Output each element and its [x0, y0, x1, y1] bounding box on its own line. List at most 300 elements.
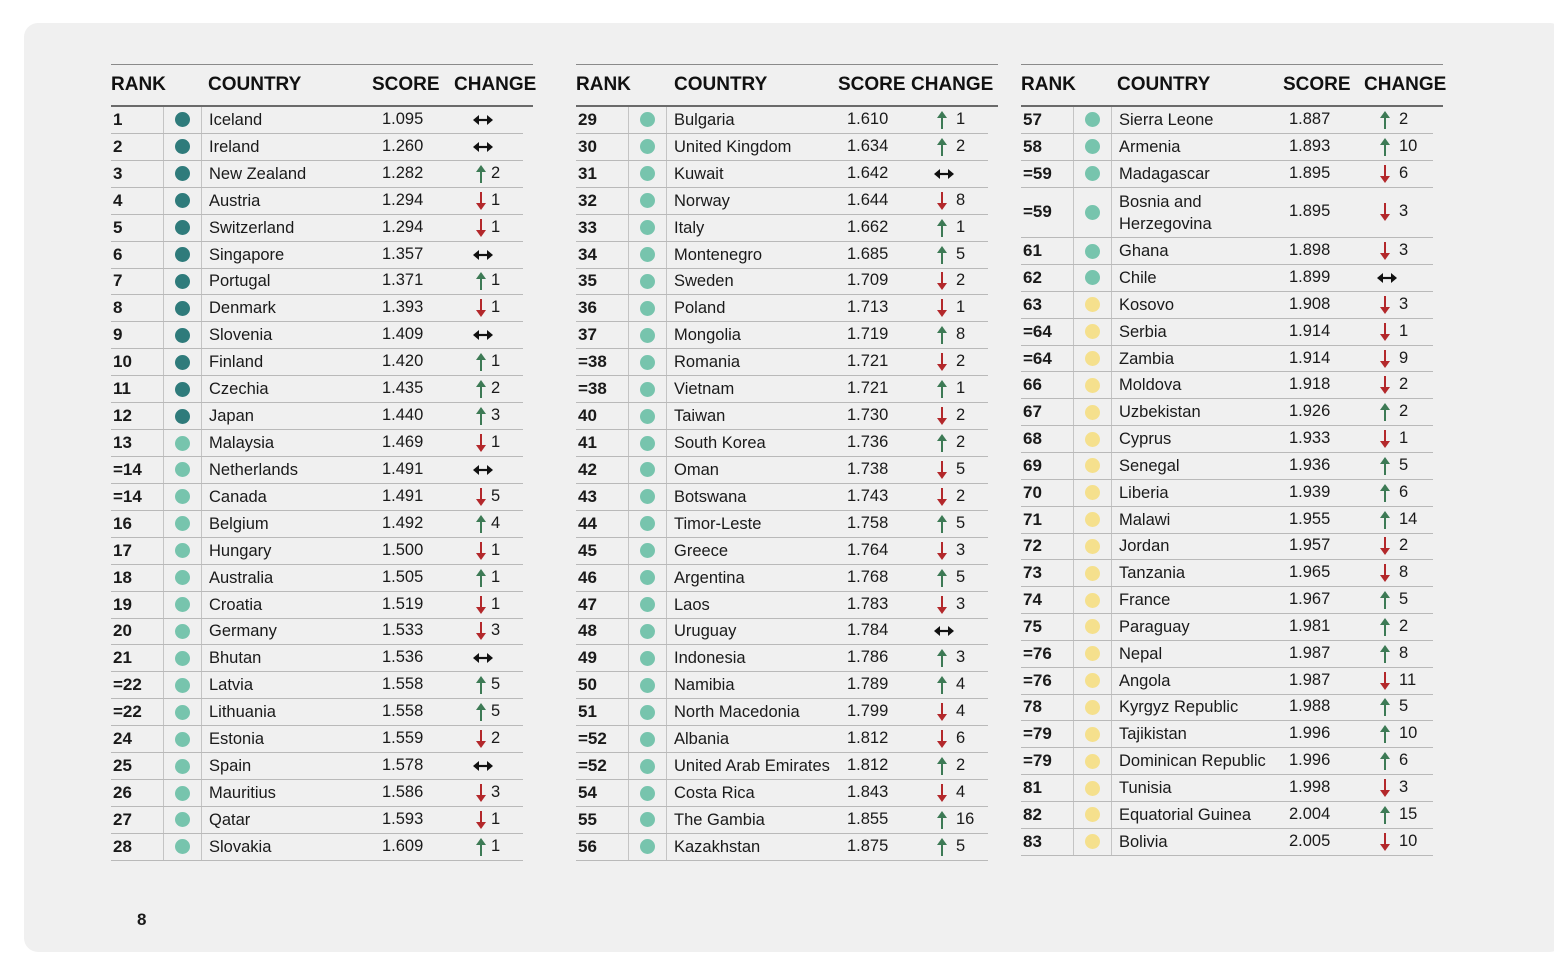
arrow-down-icon [475, 298, 491, 318]
table-row [576, 242, 988, 269]
country-cell: Bolivia [1119, 832, 1168, 851]
arrow-down-icon [1379, 322, 1395, 342]
score-cell: 1.721 [847, 352, 889, 371]
rank-cell: 36 [578, 298, 597, 318]
score-level-dot [1085, 270, 1100, 285]
country-cell: Armenia [1119, 137, 1181, 156]
rank-cell: 63 [1023, 294, 1042, 314]
country-cell: Canada [209, 487, 267, 506]
country-cell: Bhutan [209, 649, 262, 668]
score-cell: 1.610 [847, 109, 889, 128]
column-header-rank: RANK [576, 74, 631, 95]
change-cell: 6 [1399, 751, 1409, 770]
change-cell: 5 [491, 675, 501, 694]
country-cell: Qatar [209, 810, 251, 829]
score-cell: 1.914 [1289, 321, 1331, 340]
rank-cell: 4 [113, 190, 123, 210]
column-header-score: SCORE [838, 74, 906, 95]
arrow-down-icon [1379, 832, 1395, 852]
country-cell: Japan [209, 407, 254, 426]
change-cell: 5 [956, 567, 966, 586]
change-cell: 1 [956, 109, 966, 128]
score-cell: 1.987 [1289, 670, 1331, 689]
table-row [111, 672, 523, 699]
country-cell: France [1119, 591, 1171, 610]
change-cell: 2 [956, 406, 966, 425]
score-level-dot [175, 543, 190, 558]
table-row [111, 645, 523, 672]
arrow-down-icon [475, 541, 491, 561]
score-cell: 2.005 [1289, 831, 1331, 850]
change-cell: 8 [956, 325, 966, 344]
country-cell: New Zealand [209, 164, 307, 183]
change-cell: 3 [956, 648, 966, 667]
table-row [576, 699, 988, 726]
score-cell: 1.260 [382, 136, 424, 155]
arrow-up-icon [1379, 751, 1395, 771]
change-cell: 6 [956, 729, 966, 748]
country-cell: Uzbekistan [1119, 403, 1201, 422]
country-cell: Timor-Leste [674, 514, 762, 533]
arrow-both-icon [473, 464, 489, 476]
arrow-up-icon [936, 218, 952, 238]
country-cell: Laos [674, 595, 710, 614]
arrow-up-icon [936, 325, 952, 345]
table-row [576, 269, 988, 296]
change-cell: 5 [956, 513, 966, 532]
table-row [111, 457, 523, 484]
change-cell: 5 [956, 459, 966, 478]
country-cell: Norway [674, 191, 730, 210]
country-cell: Madagascar [1119, 164, 1210, 183]
table-row [1021, 668, 1433, 695]
score-cell: 1.981 [1289, 616, 1331, 635]
table-row [111, 188, 523, 215]
arrow-down-icon [475, 783, 491, 803]
country-cell: Paraguay [1119, 617, 1190, 636]
score-level-dot [1085, 754, 1100, 769]
rank-cell: 42 [578, 459, 597, 479]
country-cell: Poland [674, 299, 726, 318]
score-level-dot [640, 382, 655, 397]
change-cell: 3 [956, 540, 966, 559]
rank-cell: 8 [113, 298, 123, 318]
score-cell: 1.593 [382, 809, 424, 828]
score-level-dot [1085, 700, 1100, 715]
arrow-up-icon [936, 837, 952, 857]
rank-cell: 58 [1023, 136, 1042, 156]
country-cell: Italy [674, 218, 705, 237]
rank-cell: =38 [578, 352, 607, 372]
change-cell: 2 [956, 486, 966, 505]
country-cell: Belgium [209, 514, 269, 533]
arrow-down-icon [1379, 536, 1395, 556]
rank-cell: =76 [1023, 643, 1052, 663]
change-cell: 2 [956, 756, 966, 775]
rank-cell: 31 [578, 163, 597, 183]
change-cell: 2 [491, 379, 501, 398]
rank-cell: 51 [578, 702, 597, 722]
arrow-up-icon [475, 271, 491, 291]
score-cell: 1.736 [847, 433, 889, 452]
table-row [1021, 480, 1433, 507]
score-cell: 1.492 [382, 513, 424, 532]
arrow-up-icon [475, 352, 491, 372]
change-cell: 9 [1399, 348, 1409, 367]
score-level-dot [1085, 727, 1100, 742]
table-row [111, 376, 523, 403]
rank-cell: 66 [1023, 375, 1042, 395]
score-cell: 1.409 [382, 325, 424, 344]
table-row [576, 349, 988, 376]
change-cell: 10 [1399, 831, 1418, 850]
score-cell: 1.519 [382, 594, 424, 613]
rank-cell: 16 [113, 513, 132, 533]
score-level-dot [175, 839, 190, 854]
arrow-up-icon [1379, 483, 1395, 503]
score-level-dot [175, 705, 190, 720]
rank-cell: 17 [113, 540, 132, 560]
change-cell: 1 [491, 567, 501, 586]
rank-cell: 6 [113, 244, 123, 264]
table-row [111, 484, 523, 511]
rank-cell: 67 [1023, 402, 1042, 422]
change-cell: 2 [956, 271, 966, 290]
score-cell: 1.709 [847, 271, 889, 290]
score-level-dot [1085, 619, 1100, 634]
rank-cell: 54 [578, 783, 597, 802]
rank-cell: 48 [578, 621, 597, 641]
country-cell: The Gambia [674, 810, 765, 829]
score-level-dot [640, 489, 655, 504]
rank-cell: 20 [113, 621, 132, 641]
score-level-dot [1085, 205, 1100, 220]
score-cell: 1.558 [382, 675, 424, 694]
score-cell: 1.536 [382, 648, 424, 667]
score-level-dot [640, 705, 655, 720]
score-level-dot [640, 624, 655, 639]
ranking-table-3 [1021, 64, 1447, 856]
score-level-dot [175, 732, 190, 747]
table-row [1021, 641, 1433, 668]
table-row [576, 834, 988, 861]
rank-cell: 27 [113, 809, 132, 829]
country-cell: Angola [1119, 671, 1171, 690]
table-row [576, 295, 988, 322]
arrow-down-icon [936, 595, 952, 615]
country-cell: Equatorial Guinea [1119, 805, 1252, 824]
table-row [576, 753, 988, 780]
change-cell: 3 [1399, 202, 1409, 221]
rank-cell: =38 [578, 379, 607, 399]
arrow-up-icon [475, 675, 491, 695]
change-cell: 1 [491, 433, 501, 452]
score-level-dot [640, 543, 655, 558]
change-cell: 16 [956, 809, 975, 828]
country-cell: Moldova [1119, 376, 1182, 395]
score-cell: 1.500 [382, 540, 424, 559]
score-level-dot [1085, 485, 1100, 500]
change-cell: 2 [491, 729, 501, 748]
change-cell: 1 [491, 809, 501, 828]
score-cell: 1.634 [847, 136, 889, 155]
score-level-dot [640, 301, 655, 316]
country-cell: Greece [674, 541, 729, 560]
arrow-up-icon [1379, 402, 1395, 422]
score-cell: 1.786 [847, 648, 889, 667]
table-row [576, 619, 988, 646]
change-cell: 1 [491, 190, 501, 209]
table-row [111, 215, 523, 242]
score-level-dot [175, 462, 190, 477]
table-header [111, 64, 537, 107]
change-cell: 4 [491, 513, 501, 532]
table-row [111, 295, 523, 322]
table-row [111, 807, 523, 834]
rank-cell: =76 [1023, 670, 1052, 690]
table-row [111, 726, 523, 753]
score-cell: 1.578 [382, 756, 424, 775]
score-level-dot [640, 678, 655, 693]
country-cell: Kyrgyz Republic [1119, 698, 1239, 717]
table-row [576, 188, 988, 215]
country-cell: Finland [209, 353, 264, 372]
rank-cell: =59 [1023, 163, 1052, 183]
arrow-up-icon [1379, 724, 1395, 744]
table-row [1021, 188, 1433, 239]
table-row [1021, 238, 1433, 265]
country-cell: Vietnam [674, 380, 735, 399]
change-cell: 14 [1399, 509, 1418, 528]
table-row [111, 322, 523, 349]
score-level-dot [640, 247, 655, 262]
column-header-rank: RANK [1021, 74, 1076, 95]
country-cell: United Kingdom [674, 137, 792, 156]
column-header-rank: RANK [111, 74, 166, 95]
arrow-down-icon [1379, 202, 1395, 222]
table-row [576, 457, 988, 484]
ranking-table-1 [111, 64, 537, 861]
table-row [576, 592, 988, 619]
table-row [111, 511, 523, 538]
score-level-dot [640, 786, 655, 801]
score-level-dot [175, 678, 190, 693]
country-cell: Slovenia [209, 326, 273, 345]
score-cell: 1.899 [1289, 267, 1331, 286]
country-cell: Sweden [674, 272, 734, 291]
country-cell: Albania [674, 730, 730, 749]
country-cell: Mauritius [209, 784, 276, 802]
table-row [1021, 292, 1433, 319]
rank-cell: 33 [578, 217, 597, 237]
table-row [1021, 265, 1433, 292]
score-cell: 1.784 [847, 621, 889, 640]
score-cell: 1.758 [847, 513, 889, 532]
rank-cell: 62 [1023, 267, 1042, 287]
score-cell: 1.933 [1289, 429, 1331, 448]
change-cell: 1 [956, 379, 966, 398]
score-level-dot [175, 193, 190, 208]
arrow-up-icon [1379, 110, 1395, 130]
score-cell: 1.294 [382, 217, 424, 236]
rank-cell: 32 [578, 190, 597, 210]
table-row [576, 376, 988, 403]
change-cell: 2 [956, 352, 966, 371]
change-cell: 2 [1399, 375, 1409, 394]
rank-cell: =64 [1023, 321, 1052, 341]
arrow-down-icon [936, 352, 952, 372]
country-cell: Dominican Republic [1119, 752, 1266, 771]
change-cell: 5 [956, 836, 966, 855]
score-level-dot [175, 301, 190, 316]
score-level-dot [175, 812, 190, 827]
rank-cell: 44 [578, 513, 597, 533]
table-row [1021, 453, 1433, 480]
rank-cell: 43 [578, 486, 597, 506]
table-row [1021, 748, 1433, 775]
score-level-dot [1085, 139, 1100, 154]
country-cell: Tajikistan [1119, 725, 1187, 744]
country-cell: Tunisia [1119, 779, 1172, 798]
score-level-dot [175, 570, 190, 585]
table-row [111, 834, 523, 861]
score-cell: 1.812 [847, 756, 889, 775]
rank-cell: 10 [113, 352, 132, 372]
rank-cell: 13 [113, 433, 132, 453]
score-cell: 1.918 [1289, 375, 1331, 394]
score-cell: 1.987 [1289, 643, 1331, 662]
score-cell: 1.713 [847, 298, 889, 317]
score-cell: 1.967 [1289, 590, 1331, 609]
country-cell: Montenegro [674, 245, 763, 264]
score-level-dot [1085, 432, 1100, 447]
arrow-up-icon [475, 514, 491, 534]
score-cell: 1.895 [1289, 202, 1331, 221]
arrow-down-icon [475, 487, 491, 507]
table-row [111, 242, 523, 269]
table-row [111, 780, 523, 807]
country-cell: Liberia [1119, 483, 1169, 502]
score-level-dot [175, 759, 190, 774]
score-level-dot [1085, 781, 1100, 796]
rank-cell: 74 [1023, 590, 1042, 610]
arrow-down-icon [936, 702, 952, 722]
rank-cell: 83 [1023, 831, 1042, 851]
score-level-dot [175, 166, 190, 181]
change-cell: 1 [956, 298, 966, 317]
rank-cell: 46 [578, 567, 597, 587]
table-row [111, 565, 523, 592]
arrow-both-icon [473, 141, 489, 153]
table-row [576, 134, 988, 161]
table-row [576, 538, 988, 565]
table-row [111, 538, 523, 565]
table-row [1021, 107, 1433, 134]
arrow-up-icon [936, 568, 952, 588]
score-level-dot [640, 220, 655, 235]
change-cell: 15 [1399, 804, 1418, 823]
change-cell: 2 [956, 136, 966, 155]
arrow-down-icon [1379, 429, 1395, 449]
score-cell: 1.282 [382, 163, 424, 182]
column-header-country: COUNTRY [208, 74, 302, 95]
change-cell: 8 [1399, 563, 1409, 582]
rank-cell: =22 [113, 702, 142, 722]
table-row [111, 349, 523, 376]
country-cell: Uruguay [674, 622, 737, 641]
table-row [1021, 399, 1433, 426]
score-level-dot [1085, 566, 1100, 581]
score-cell: 1.491 [382, 486, 424, 505]
rank-cell: =64 [1023, 348, 1052, 368]
arrow-up-icon [936, 137, 952, 157]
ranking-table-2 [576, 64, 998, 861]
change-cell: 1 [491, 352, 501, 371]
score-cell: 1.768 [847, 567, 889, 586]
rank-cell: 50 [578, 675, 597, 695]
score-level-dot [175, 651, 190, 666]
arrow-down-icon [936, 541, 952, 561]
score-level-dot [1085, 834, 1100, 849]
arrow-down-icon [1379, 241, 1395, 261]
score-cell: 1.435 [382, 379, 424, 398]
change-cell: 3 [491, 406, 501, 425]
table-row [1021, 560, 1433, 587]
arrow-down-icon [936, 729, 952, 749]
rank-cell: 56 [578, 836, 597, 856]
score-cell: 1.533 [382, 621, 424, 640]
country-cell: Malawi [1119, 510, 1171, 529]
rank-cell: 5 [113, 217, 123, 237]
rank-cell: 11 [113, 379, 131, 399]
score-level-dot [1085, 405, 1100, 420]
score-level-dot [1085, 458, 1100, 473]
country-cell: Austria [209, 191, 261, 210]
score-cell: 1.908 [1289, 294, 1331, 313]
change-cell: 2 [1399, 109, 1409, 128]
table-row [111, 269, 523, 296]
score-level-dot [640, 462, 655, 477]
table-row [576, 565, 988, 592]
arrow-up-icon [1379, 644, 1395, 664]
arrow-up-icon [936, 810, 952, 830]
rank-cell: 71 [1023, 509, 1042, 529]
score-level-dot [175, 409, 190, 424]
score-level-dot [640, 166, 655, 181]
arrow-down-icon [475, 810, 491, 830]
rank-cell: =52 [578, 756, 607, 776]
score-cell: 1.998 [1289, 778, 1331, 797]
score-cell: 1.895 [1289, 163, 1331, 182]
score-level-dot [1085, 112, 1100, 127]
country-cell: Iceland [209, 110, 263, 129]
table-row [576, 403, 988, 430]
score-cell: 1.505 [382, 567, 424, 586]
change-cell: 3 [491, 621, 501, 640]
arrow-down-icon [936, 191, 952, 211]
table-row [1021, 802, 1433, 829]
table-row [1021, 507, 1433, 534]
score-level-dot [1085, 807, 1100, 822]
arrow-both-icon [934, 168, 950, 180]
country-cell: Bulgaria [674, 110, 735, 129]
table-row [1021, 319, 1433, 346]
score-level-dot [175, 382, 190, 397]
country-cell: Namibia [674, 676, 735, 695]
change-cell: 1 [491, 836, 501, 855]
arrow-down-icon [1379, 164, 1395, 184]
score-level-dot [175, 220, 190, 235]
